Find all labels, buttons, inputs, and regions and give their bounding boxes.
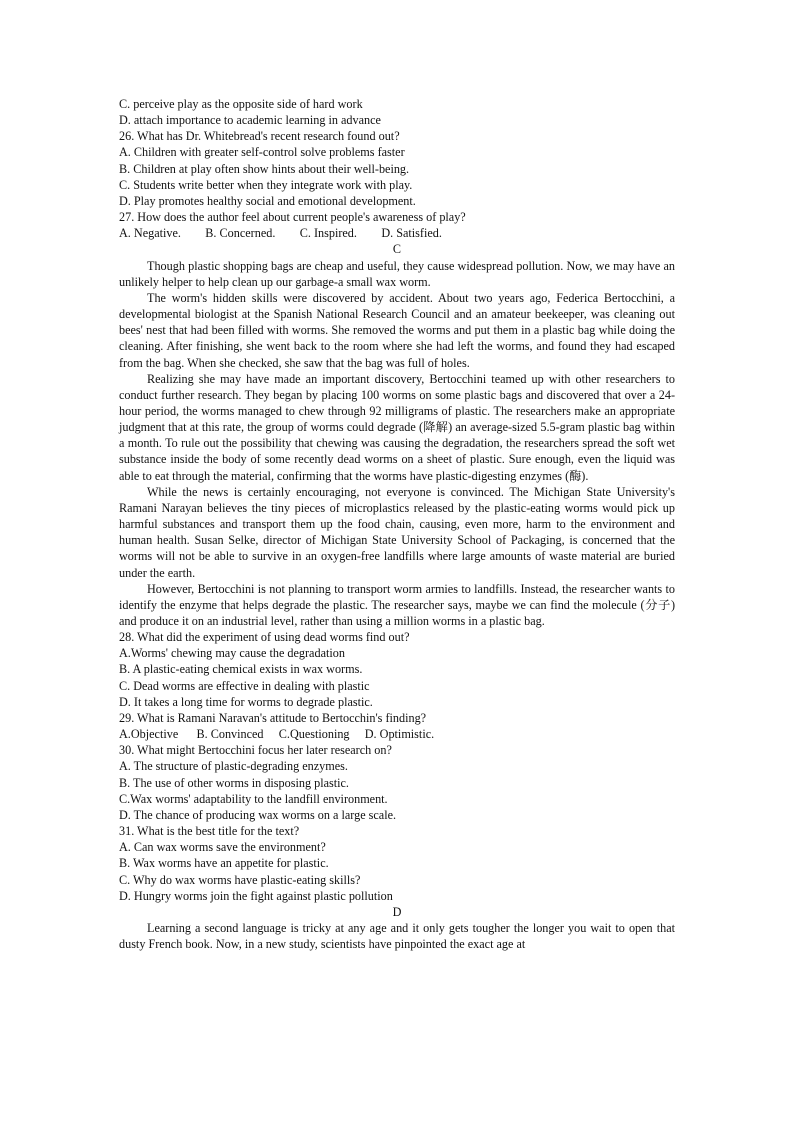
section-c-heading: C (392, 242, 402, 257)
q30-option-d: D. The chance of producing wax worms on a large scale. (119, 807, 397, 822)
q30-option-b: B. The use of other worms in disposing plastic. (119, 775, 349, 790)
q31-option-c: C. Why do wax worms have plastic-eating skills? (119, 872, 361, 887)
q29-options: A.Objective B. Convinced C.Questioning D. Optimistic. (119, 727, 435, 742)
q26-option-b: B. Children at play often show hints about their well-being. (119, 161, 410, 176)
q26-option-c: C. Students write better when they integrate work with play. (119, 177, 413, 192)
q31-option-b: B. Wax worms have an appetite for plastic. (119, 856, 329, 871)
passage-c-paragraph: Realizing she may have made an important discovery, Bertocchini teamed up with other researchers to conduct further research. They began by placing 100 worms on some plastic bags and discovered that over a 24-hour period, the worms managed to chew through 92 milligrams of plastic. The researchers make an appropriate judgment that at this rate, the group of worms could degrade (降解) an average-sized 5.5-gram plastic bag within a month. To rule out the possibility that chewing was causing the degradation, the researchers spread the soft wet substance inside the body of some recently dead worms on a sheet of plastic. Sure enough, even the liquid was able to eat through the material, confirming that the worms have plastic-digesting enzymes (酶). (119, 371, 675, 483)
q28-option-d: D. It takes a long time for worms to degrade plastic. (119, 694, 373, 709)
q29-stem: 29. What is Ramani Naravan's attitude to Bertocchin's finding? (119, 710, 427, 725)
q30-option-a: A. The structure of plastic-degrading enzymes. (119, 759, 348, 774)
q26-stem: 26. What has Dr. Whitebread's recent research found out? (119, 129, 400, 144)
passage-c-paragraph: While the news is certainly encouraging, not everyone is convinced. The Michigan State University's Ramani Narayan believes the tiny pieces of microplastics released by the plastic-eating worms would pick up harmful substances and transport them up the food chain, causing, even more, harm to the environment and human health. Susan Selke, director of Michigan State University School of Packaging, is concerned that the worms will not be able to survive in an oxygen-free landfills where large amounts of waste material are buried under the earth. (119, 484, 675, 580)
q26-option-d: D. Play promotes healthy social and emotional development. (119, 193, 416, 208)
passage-c-paragraph: However, Bertocchini is not planning to transport worm armies to landfills. Instead, the researcher wants to identify the enzyme that helps degrade the plastic. The researcher says, maybe we can find the molecule (分子) and produce it on an industrial level, rather than using a million worms in a plastic bag. (119, 581, 675, 628)
passage-c-paragraph: The worm's hidden skills were discovered by accident. About two years ago, Federica Bertocchini, a developmental biologist at the Spanish National Research Council and an amateur beekeeper, was cleaning out bees' nest that had been filled with worms. She removed the worms and put them in a plastic bag while doing the cleaning. After finishing, she went back to the room where she had left the worms, and found they had escaped from the bag. When she checked, she saw that the bag was full of holes. (119, 290, 675, 370)
q31-option-d: D. Hungry worms join the fight against plastic pollution (119, 888, 393, 903)
section-d-heading: D (392, 904, 402, 919)
passage-d-paragraph: Learning a second language is tricky at any age and it only gets tougher the longer you wait to open that dusty French book. Now, in a new study, scientists have pinpointed the exact age at (119, 920, 675, 952)
passage-c-paragraph: Though plastic shopping bags are cheap and useful, they cause widespread pollution. Now, we may have an unlikely helper to help clean up our garbage-a small wax worm. (119, 258, 675, 289)
q27-options: A. Negative. B. Concerned. C. Inspired. D. Satisfied. (119, 226, 442, 241)
exam-page (119, 96, 675, 952)
q30-option-c: C.Wax worms' adaptability to the landfill environment. (119, 791, 388, 806)
q28-option-c: C. Dead worms are effective in dealing with plastic (119, 678, 370, 693)
q30-stem: 30. What might Bertocchini focus her later research on? (119, 743, 392, 758)
q28-stem: 28. What did the experiment of using dead worms find out? (119, 630, 410, 645)
q25-option-c: C. perceive play as the opposite side of hard work (119, 97, 363, 111)
q31-option-a: A. Can wax worms save the environment? (119, 840, 326, 855)
q31-stem: 31. What is the best title for the text? (119, 824, 300, 839)
q27-stem: 27. How does the author feel about current people's awareness of play? (119, 210, 466, 225)
q26-option-a: A. Children with greater self-control solve problems faster (119, 145, 405, 160)
q25-option-d: D. attach importance to academic learning in advance (119, 113, 381, 128)
q28-option-b: B. A plastic-eating chemical exists in wax worms. (119, 662, 363, 677)
q28-option-a: A.Worms' chewing may cause the degradation (119, 646, 345, 661)
